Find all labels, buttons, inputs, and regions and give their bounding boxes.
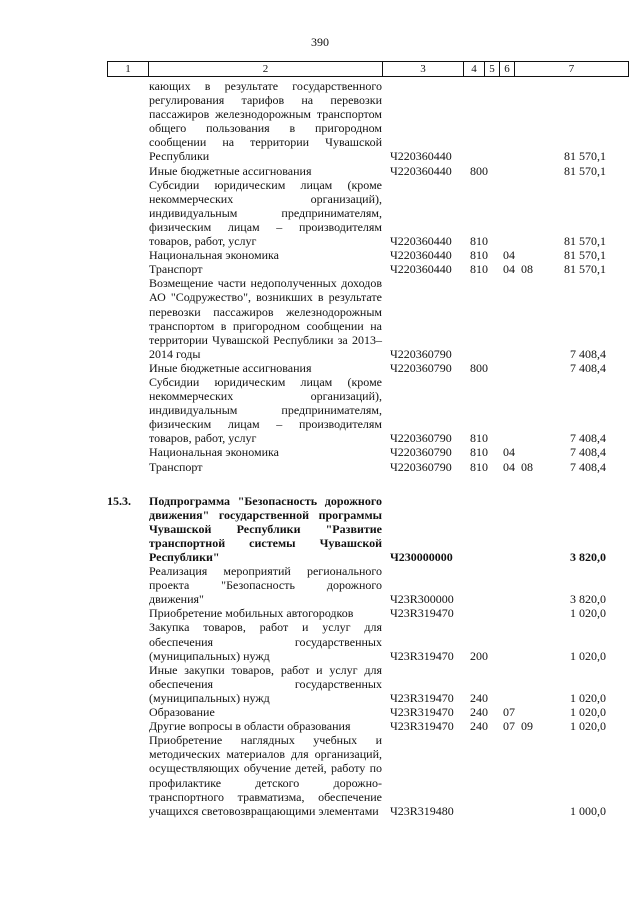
table-row: [0, 164, 640, 178]
row-section: 04: [503, 459, 515, 474]
row-section: 07: [503, 705, 515, 720]
row-code: Ч23R319470: [390, 705, 454, 720]
row-code: Ч23R300000: [390, 592, 454, 607]
row-code: Ч23R319470: [390, 648, 454, 663]
row-code: Ч220360440: [390, 149, 452, 164]
table-row: [0, 705, 640, 719]
row-name: Субсидии юридическим лицам (кроме некоммерческих организаций), индивидуальным предпринимателям, физическим лицам – производителям товаров, работ, услуг: [149, 374, 382, 446]
row-name: Национальная экономика: [149, 445, 279, 460]
header-col-6: 6: [500, 62, 515, 77]
row-expense-type: 810: [470, 445, 488, 460]
row-name: Другие вопросы в области образования: [149, 719, 351, 734]
row-amount: 1 020,0: [570, 719, 606, 734]
row-section: 07: [503, 719, 515, 734]
row-code: Ч220360790: [390, 445, 452, 460]
row-code: Ч220360790: [390, 360, 452, 375]
row-amount: 7 408,4: [570, 346, 606, 361]
table-row: [0, 79, 640, 164]
row-name: Иные закупки товаров, работ и услуг для обеспечения государственных (муниципальных) нужд: [149, 662, 382, 705]
row-code: Ч23R319470: [390, 690, 454, 705]
row-expense-type: 800: [470, 163, 488, 178]
row-amount: 7 408,4: [570, 459, 606, 474]
row-expense-type: 800: [470, 360, 488, 375]
row-subsection: 09: [521, 719, 533, 734]
row-amount: 81 570,1: [564, 163, 606, 178]
row-amount: 81 570,1: [564, 234, 606, 249]
row-expense-type: 810: [470, 262, 488, 277]
header-col-7: 7: [515, 62, 629, 77]
row-name: Транспорт: [149, 459, 203, 474]
table-row: [0, 178, 640, 248]
row-name: Приобретение мобильных автогородков: [149, 606, 354, 621]
row-name: Реализация мероприятий регионального проекта "Безопасность дорожного движения": [149, 564, 382, 607]
table-row: [0, 445, 640, 459]
table-row: [0, 564, 640, 606]
budget-table-body: [0, 79, 640, 818]
row-amount: 1 000,0: [570, 803, 606, 818]
row-name: Подпрограмма "Безопасность дорожного движения" государственной программы Чувашской Республики "Развитие транспортной системы Чувашской Республики": [149, 493, 382, 564]
header-col-3: 3: [383, 62, 464, 77]
table-row: [0, 719, 640, 733]
row-amount: 1 020,0: [570, 690, 606, 705]
table-row: [0, 276, 640, 361]
row-name: Субсидии юридическим лицам (кроме некоммерческих организаций), индивидуальным предпринимателям, физическим лицам – производителям товаров, работ, услуг: [149, 177, 382, 249]
page-number: 390: [311, 35, 329, 49]
row-amount: 81 570,1: [564, 248, 606, 263]
row-code: Ч220360790: [390, 459, 452, 474]
row-name: Образование: [149, 705, 215, 720]
row-section: 04: [503, 445, 515, 460]
row-expense-type: 200: [470, 648, 488, 663]
row-name: кающих в результате государственного регулирования тарифов на перевозки пассажиров железнодорожным транспортом общего пользования в пригородном сообщении на территории Чувашской Республики: [149, 79, 382, 164]
row-name: Транспорт: [149, 262, 203, 277]
row-amount: 1 020,0: [570, 705, 606, 720]
row-name: Приобретение наглядных учебных и методических материалов для организаций, осуществляющих обучение детей, работу по профилактике детского дорожно-транспортного травматизма, обеспечение учащихся световозвращающими элементами: [149, 733, 382, 818]
table-row: [0, 663, 640, 705]
row-name: Закупка товаров, работ и услуг для обеспечения государственных (муниципальных) нужд: [149, 620, 382, 663]
header-col-2: 2: [149, 62, 383, 77]
row-code: Ч220360440: [390, 262, 452, 277]
row-amount: 7 408,4: [570, 445, 606, 460]
row-expense-type: 240: [470, 719, 488, 734]
row-amount: 1 020,0: [570, 606, 606, 621]
row-section: 04: [503, 262, 515, 277]
header-col-4: 4: [464, 62, 485, 77]
table-row: [0, 494, 640, 564]
row-code: Ч23R319470: [390, 719, 454, 734]
row-expense-type: 810: [470, 431, 488, 446]
row-number: 15.3.: [107, 493, 131, 508]
row-name: Национальная экономика: [149, 248, 279, 263]
row-name: Иные бюджетные ассигнования: [149, 360, 312, 375]
header-col-1: 1: [108, 62, 149, 77]
row-amount: 81 570,1: [564, 262, 606, 277]
row-amount: 3 820,0: [570, 550, 606, 564]
table-row: [0, 361, 640, 375]
row-amount: 7 408,4: [570, 360, 606, 375]
table-row: [0, 733, 640, 818]
row-amount: 7 408,4: [570, 431, 606, 446]
table-row: [0, 606, 640, 620]
row-name: Иные бюджетные ассигнования: [149, 163, 312, 178]
row-name: Возмещение части недополученных доходов АО "Содружество", возникших в результате перевозки пассажиров железнодорожным транспортом в пригородном сообщении на территории Чувашской Республики за 2013–2014 годы: [149, 276, 382, 361]
row-expense-type: 240: [470, 690, 488, 705]
row-code: Ч220360790: [390, 346, 452, 361]
row-code: Ч23R319480: [390, 803, 454, 818]
row-expense-type: 810: [470, 234, 488, 249]
row-amount: 81 570,1: [564, 149, 606, 164]
row-section: 04: [503, 248, 515, 263]
row-expense-type: 810: [470, 459, 488, 474]
header-col-5: 5: [485, 62, 500, 77]
table-row: [0, 460, 640, 474]
row-spacer: [0, 474, 640, 494]
table-row: [0, 620, 640, 662]
column-header: [107, 61, 629, 77]
row-amount: 1 020,0: [570, 648, 606, 663]
row-code: Ч220360440: [390, 248, 452, 263]
table-row: [0, 375, 640, 445]
row-expense-type: 240: [470, 705, 488, 720]
row-expense-type: 810: [470, 248, 488, 263]
table-row: [0, 248, 640, 262]
row-code: Ч220360440: [390, 163, 452, 178]
row-code: Ч220360790: [390, 431, 452, 446]
row-code: Ч230000000: [390, 550, 453, 564]
row-subsection: 08: [521, 459, 533, 474]
row-amount: 3 820,0: [570, 592, 606, 607]
table-row: [0, 262, 640, 276]
row-code: Ч220360440: [390, 234, 452, 249]
row-code: Ч23R319470: [390, 606, 454, 621]
row-subsection: 08: [521, 262, 533, 277]
